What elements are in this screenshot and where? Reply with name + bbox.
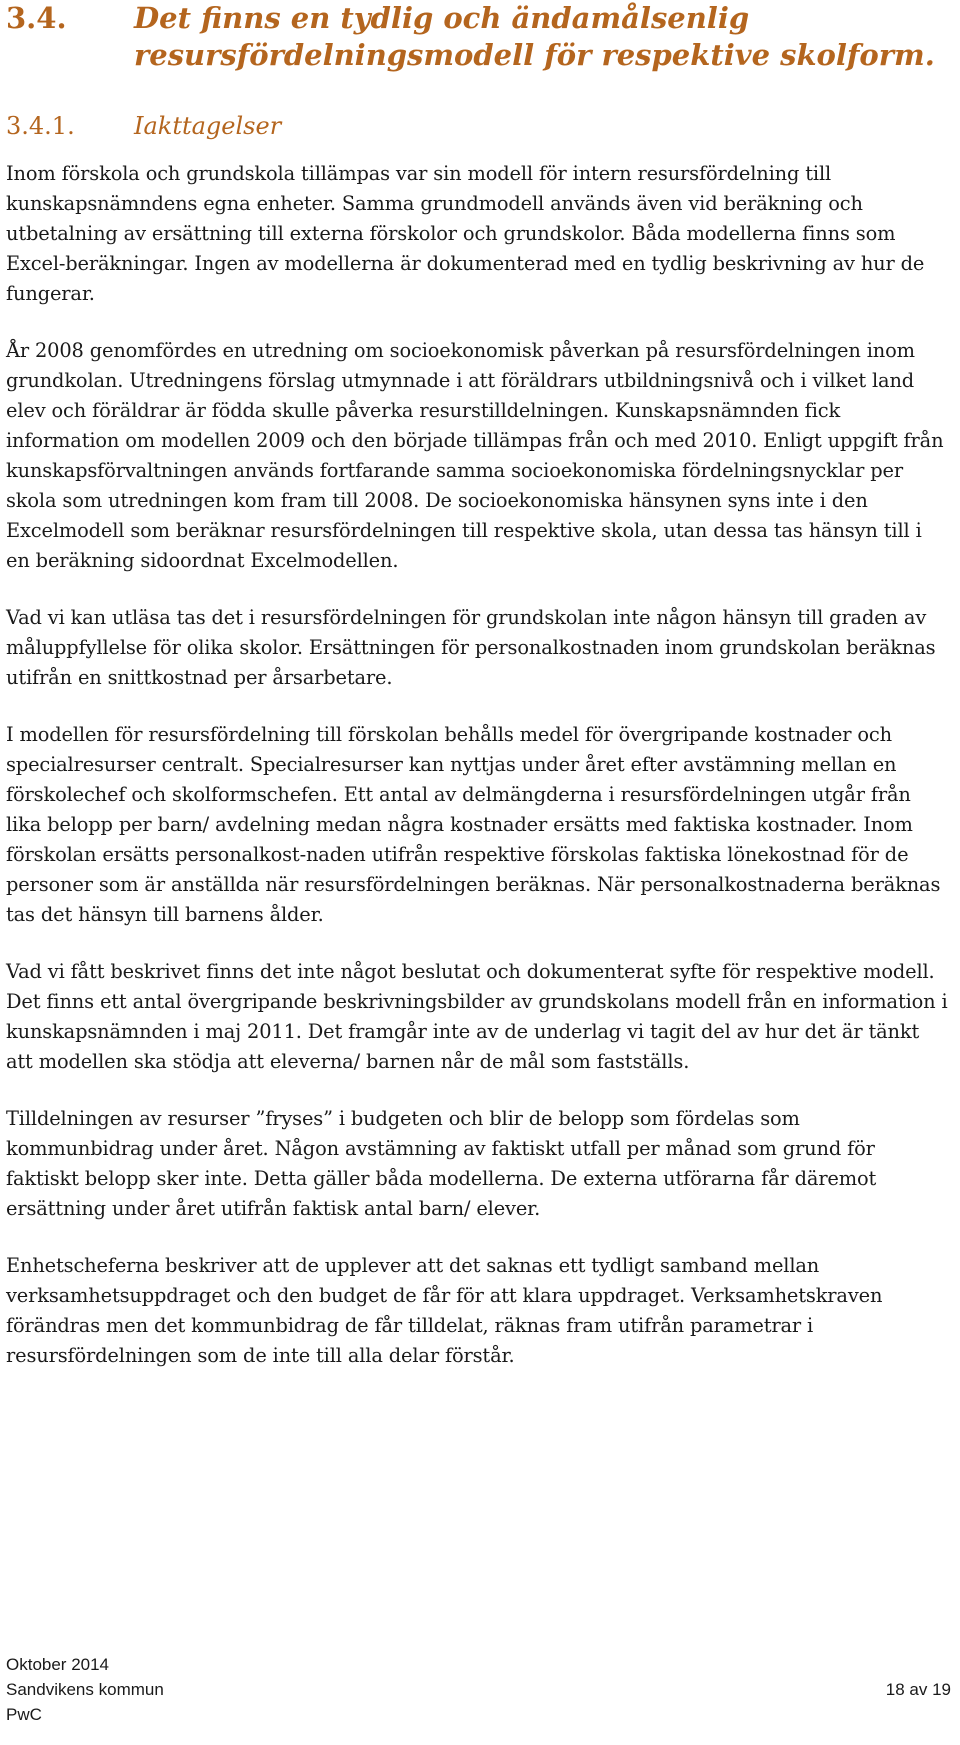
section-number: 3.4. — [6, 1, 67, 35]
paragraph: År 2008 genomfördes en utredning om socioekonomisk påverkan på resursfördelningen inom grundkolan. Utredningens förslag utmynnade i att föräldrars utbildningsnivå och i vilket land elev och föräldrar är födda skulle påverka resurstilldelningen. Kunskapsnämnden fick information om modellen 2009 och den började tillämpas från och med 2010. Enligt uppgift från kunskapsförvaltningen används fortfarande samma socioekonomiska fördelningsnycklar per skola som utredningen kom fram till 2008. De socioekonomiska hänsynen syns inte i den Excelmodell som beräknar resursfördelningen till respektive skola, utan dessa tas hänsyn till i en beräkning sidoordnat Excelmodellen. — [6, 339, 944, 572]
footer-organization: Sandvikens kommun — [6, 1680, 164, 1699]
subsection-number: 3.4.1. — [6, 112, 75, 140]
section-title: Det finns en tydlig och ändamålsenlig resursfördelningsmodell för respektive skolform. — [134, 1, 935, 72]
body-text — [6, 159, 951, 1398]
paragraph: Enhetscheferna beskriver att de upplever att det saknas ett tydligt samband mellan verksamhetsuppdraget och den budget de får för att klara uppdraget. Verksamhetskraven förändras men det kommunbidrag de får tilldelat, räknas fram utifrån parametrar i resursfördelningen som de inte till alla delar förstår. — [6, 1254, 883, 1367]
paragraph: Inom förskola och grundskola tillämpas var sin modell för intern resursfördelning till kunskapsnämndens egna enheter. Samma grundmodell används även vid beräkning och utbetalning av ersättning till externa förskolor och grundskolor. Båda modellerna finns som Excel-beräkningar. Ingen av modellerna är dokumenterad med en tydlig beskrivning av hur de fungerar. — [6, 162, 925, 305]
paragraph: I modellen för resursfördelning till förskolan behålls medel för övergripande kostnader och specialresurser centralt. Specialresurser kan nyttjas under året efter avstämning mellan en förskolechef och skolformschefen. Ett antal av delmängderna i resursfördelningen utgår från lika belopp per barn/ avdelning medan några kostnader ersätts med faktiska kostnader. Inom förskolan ersätts personalkost-naden utifrån respektive förskolas faktiska lönekostnad för de personer som är anställda när resursfördelningen beräknas. När personalkostnaderna beräknas tas det hänsyn till barnens ålder. — [6, 723, 941, 926]
paragraph: Vad vi kan utläsa tas det i resursfördelningen för grundskolan inte någon hänsyn till graden av måluppfyllelse för olika skolor. Ersättningen för personalkostnaden inom grundskolan beräknas utifrån en snittkostnad per årsarbetare. — [6, 606, 936, 689]
page-number: 18 av 19 — [885, 1680, 951, 1699]
subsection-heading — [6, 108, 951, 144]
paragraph: Vad vi fått beskrivet finns det inte något beslutat och dokumenterat syfte för respektive modell. Det finns ett antal övergripande beskrivningsbilder av grundskolans modell från en information i kunskapsnämnden i maj 2011. Det framgår inte av de underlag vi tagit del av hur det är tänkt att modellen ska stödja att eleverna/ barnen når de mål som fastställs. — [6, 960, 948, 1073]
paragraph: Tilldelningen av resurser ”fryses” i budgeten och blir de belopp som fördelas som kommunbidrag under året. Någon avstämning av faktiskt utfall per månad som grund för faktiskt belopp sker inte. Detta gäller båda modellerna. De externa utförarna får däremot ersättning under året utifrån faktisk antal barn/ elever. — [6, 1107, 877, 1220]
page-footer — [6, 1652, 951, 1727]
section-heading — [6, 0, 951, 74]
footer-date: Oktober 2014 — [6, 1655, 110, 1674]
footer-firm: PwC — [6, 1705, 42, 1724]
subsection-title: Iakttagelser — [134, 112, 282, 140]
